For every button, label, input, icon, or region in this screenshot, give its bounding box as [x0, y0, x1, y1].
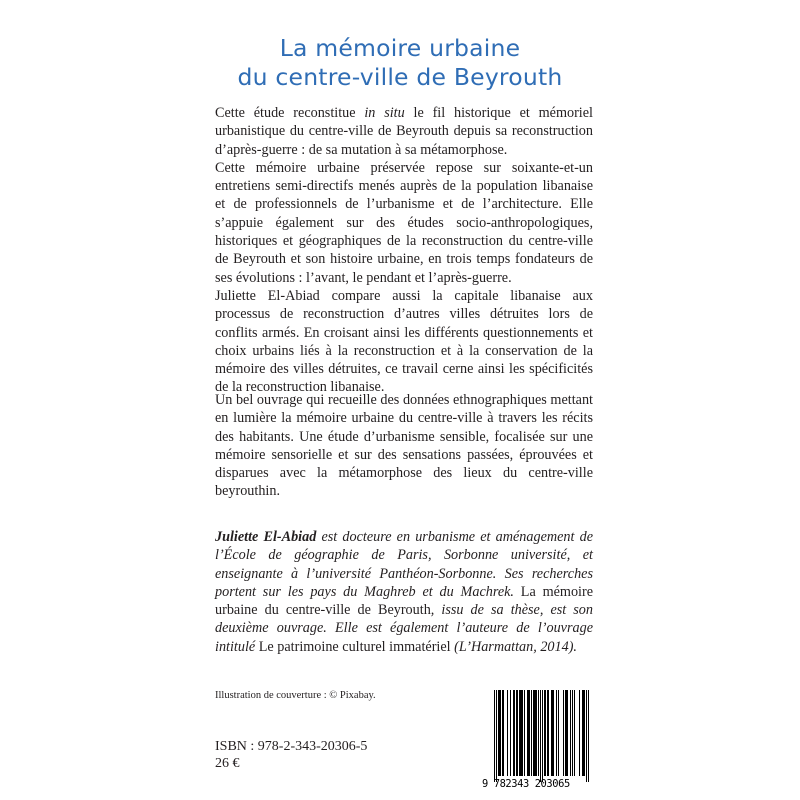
barcode-bar: [579, 690, 580, 776]
barcode-icon: [482, 688, 594, 782]
price: 26 €: [215, 756, 240, 771]
barcode-bar: [544, 690, 545, 776]
book-title: [0, 34, 800, 92]
review-paragraph: Un bel ouvrage qui recueille des données ethnographiques mettant en lumière la mémoire urbaine du centre-ville à travers les récits des habitants. Une étude d’urbanisme sensible, focalisée sur une mémoire sensorielle et sur des sensations passées, éprouvées et disparues avec la métamorphose des lieux du centre-ville beyrouthin.: [215, 392, 593, 500]
author-bio-paragraph: [215, 528, 593, 656]
barcode-bar: [533, 690, 534, 776]
summary-paragraph-1: [215, 104, 593, 159]
barcode-bar: [516, 690, 517, 776]
barcode-bar: [507, 690, 508, 776]
summary-p1-end: le fil historique et mémoriel urbanistique du centre-ville de Beyrouth depuis sa reconstruction d’après-guerre : de sa mutation à sa métamorphose.: [215, 105, 593, 158]
barcode-bar: [503, 690, 504, 776]
barcode-bar: [588, 690, 589, 782]
author-name: Juliette El-Abiad: [215, 529, 317, 545]
barcode-bar: [517, 690, 518, 776]
barcode-bar: [552, 690, 553, 776]
barcode-bar: [567, 690, 568, 776]
barcode-bar: [520, 690, 521, 776]
summary-text: [215, 104, 593, 397]
barcode-bar: [524, 690, 525, 776]
barcode-bar: [529, 690, 530, 776]
barcode-bar: [513, 690, 514, 776]
bio-book-title-2: Le patrimoine culturel immatériel: [258, 638, 451, 655]
bio-text-3: (L’Harmattan, 2014).: [450, 638, 577, 655]
barcode-bar: [586, 690, 587, 782]
cover-credit: Illustration de couverture : © Pixabay.: [215, 690, 376, 701]
summary-paragraph-3: Juliette El-Abiad compare aussi la capitale libanaise aux processus de reconstruction d’autres villes détruites lors de conflits armés. En croisant ainsi les différents questionnements et choix urbains liés à la reconstruction et à la conservation de la mémoire des villes détruites, ce travail cerne ainsi les spécificités de la reconstruction libanaise.: [215, 287, 593, 396]
barcode-bar: [542, 690, 543, 782]
barcode-bar: [545, 690, 546, 776]
barcode-bar: [548, 690, 549, 776]
barcode-bar: [536, 690, 537, 776]
summary-p1-start: Cette étude reconstitue: [215, 105, 365, 121]
isbn-number: ISBN : 978-2-343-20306-5: [215, 739, 368, 754]
barcode-bar: [563, 690, 564, 776]
barcode-bar: [572, 690, 573, 776]
barcode-bar: [502, 690, 503, 776]
barcode-bar: [574, 690, 575, 776]
barcode-bar: [514, 690, 515, 776]
barcode-bar: [583, 690, 584, 776]
barcode-bar: [510, 690, 511, 776]
barcode-bar: [519, 690, 520, 776]
author-bio: [215, 528, 593, 656]
barcode-digits: 9 782343 203065: [482, 778, 570, 790]
barcode-bar: [498, 690, 499, 776]
title-line-1: La mémoire urbaine: [279, 34, 521, 62]
barcode-bar: [527, 690, 528, 776]
barcode-bar: [531, 690, 532, 776]
bio-book-title-1: La mémoire urbaine du centre-ville de Beyrouth: [215, 583, 594, 619]
barcode-bar: [570, 690, 571, 776]
barcode-bar: [522, 690, 523, 776]
summary-paragraph-2: Cette mémoire urbaine préservée repose sur soixante-et-un entretiens semi-directifs menés auprès de la population libanaise et de professionnels de l’urbanisme et de l’architecture. Elle s’appuie également sur des études socio-anthropologiques, historiques et géographiques de la reconstruction du centre-ville de Beyrouth et son histoire urbaine, en trois temps fondateurs de ses évolutions : l’avant, le pendant et l’après-guerre.: [215, 159, 593, 286]
barcode-bar: [558, 690, 559, 776]
barcode-bar: [494, 690, 495, 782]
barcode-bar: [584, 690, 585, 776]
barcode-bar: [553, 690, 554, 776]
barcode-bar: [535, 690, 536, 776]
barcode-bar: [547, 690, 548, 776]
barcode-bar: [521, 690, 522, 776]
summary-p1-italic: in situ: [364, 105, 405, 121]
barcode-bar: [565, 690, 566, 776]
barcode-bar: [528, 690, 529, 776]
review-text: [215, 391, 593, 501]
publication-info: [215, 738, 367, 772]
title-line-2: du centre-ville de Beyrouth: [237, 63, 563, 91]
barcode-bar: [556, 690, 557, 776]
barcode-bar: [566, 690, 567, 776]
barcode-bar: [496, 690, 497, 782]
bio-text-1: est docteure en urbanisme et aménagement de l’École de géographie de Paris, Sorbonne université, et enseignante à l’université Panthéon-Sorbonne. Ses recherches portent sur les pays du Maghreb et du Machrek.: [215, 529, 593, 600]
barcode-bar: [538, 690, 539, 776]
bio-text-2: , issu de sa thèse, est son deuxième ouvrage. Elle est également l’auteure de l’ouvrage intitulé: [215, 602, 593, 655]
barcode-bar: [499, 690, 500, 776]
barcode-bar: [582, 690, 583, 776]
barcode-bar: [551, 690, 552, 776]
barcode-bar: [540, 690, 541, 782]
barcode-bar: [534, 690, 535, 776]
barcode-bar: [500, 690, 501, 776]
